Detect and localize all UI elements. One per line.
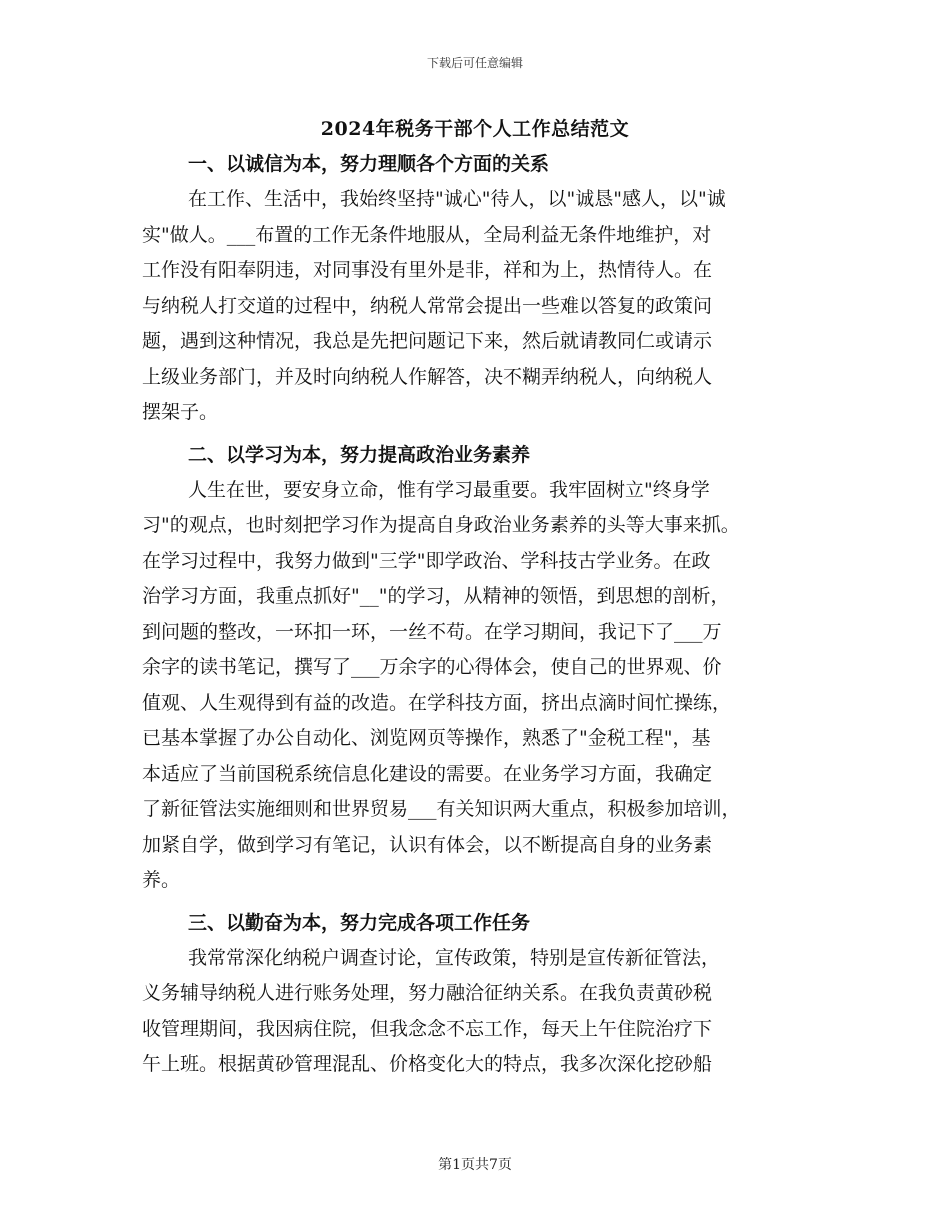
text-line: 了新征管法实施细则和世界贸易___有关知识两大重点，积极参加培训， xyxy=(142,798,741,820)
section-heading: 三、以勤奋为本，努力完成各项工作任务 xyxy=(188,911,531,934)
section-heading: 二、以学习为本，努力提高政治业务素养 xyxy=(188,443,531,466)
text-line: 治学习方面，我重点抓好"__"的学习，从精神的领悟，到思想的剖析， xyxy=(142,585,730,607)
text-line: 与纳税人打交道的过程中，纳税人常常会提出一些难以答复的政策问 xyxy=(142,294,713,317)
text-line: 余字的读书笔记，撰写了___万余字的心得体会，使自己的世界观、价 xyxy=(142,656,722,678)
text-line: 在学习过程中，我努力做到"三学"即学政治、学科技古学业务。在政 xyxy=(142,549,711,572)
text-line: 午上班。根据黄砂管理混乱、价格变化大的特点，我多次深化挖砂船 xyxy=(142,1053,713,1075)
text-line: 收管理期间，我因病住院，但我念念不忘工作，每天上午住院治疗下 xyxy=(142,1017,713,1040)
text-line: 习"的观点，也时刻把学习作为提高自身政治业务素养的头等大事来抓。 xyxy=(142,514,740,536)
text-line: 本适应了当前国税系统信息化建设的需要。在业务学习方面，我确定 xyxy=(142,762,713,785)
document-title: 2024年税务干部个人工作总结范文 xyxy=(320,118,630,140)
text-line: 值观、人生观得到有益的改造。在学科技方面，挤出点滴时间忙操练， xyxy=(142,691,732,714)
text-line: 实"做人。___布置的工作无条件地服从，全局利益无条件地维护，对 xyxy=(142,223,712,246)
text-line: 上级业务部门，并及时向纳税人作解答，决不糊弄纳税人，向纳税人 xyxy=(142,365,713,388)
text-line: 摆架子。 xyxy=(142,401,219,423)
page-footer: 第1页共7页 xyxy=(438,1157,512,1173)
paragraph xyxy=(142,473,822,899)
text-line: 义务辅导纳税人进行账务处理，努力融洽征纳关系。在我负责黄砂税 xyxy=(142,982,713,1004)
document-body xyxy=(142,146,822,1083)
text-line: 到问题的整改，一环扣一环，一丝不苟。在学习期间，我记下了___万 xyxy=(142,620,722,643)
header-note: 下载后可任意编辑 xyxy=(426,56,523,70)
text-line: 我常常深化纳税户调查讨论，宣传政策，特别是宣传新征管法， xyxy=(188,946,721,969)
text-line: 加紧自学，做到学习有笔记，认识有体会，以不断提高自身的业务素 xyxy=(142,833,713,856)
text-line: 在工作、生活中，我始终坚持"诚心"待人，以"诚恳"感人，以"诚 xyxy=(188,188,726,210)
text-line: 已基本掌握了办公自动化、浏览网页等操作，熟悉了"金税工程"，基 xyxy=(142,727,711,749)
text-line: 人生在世，要安身立命，惟有学习最重要。我牢固树立"终身学 xyxy=(188,478,710,501)
paragraph xyxy=(142,941,822,1083)
text-line: 养。 xyxy=(142,869,181,891)
text-line: 工作没有阳奉阴违，对同事没有里外是非，祥和为上，热情待人。在 xyxy=(142,259,713,281)
paragraph xyxy=(142,182,822,431)
section-heading: 一、以诚信为本，努力理顺各个方面的关系 xyxy=(188,153,550,175)
text-line: 题，遇到这种情况，我总是先把问题记下来，然后就请教同仁或请示 xyxy=(142,330,713,352)
